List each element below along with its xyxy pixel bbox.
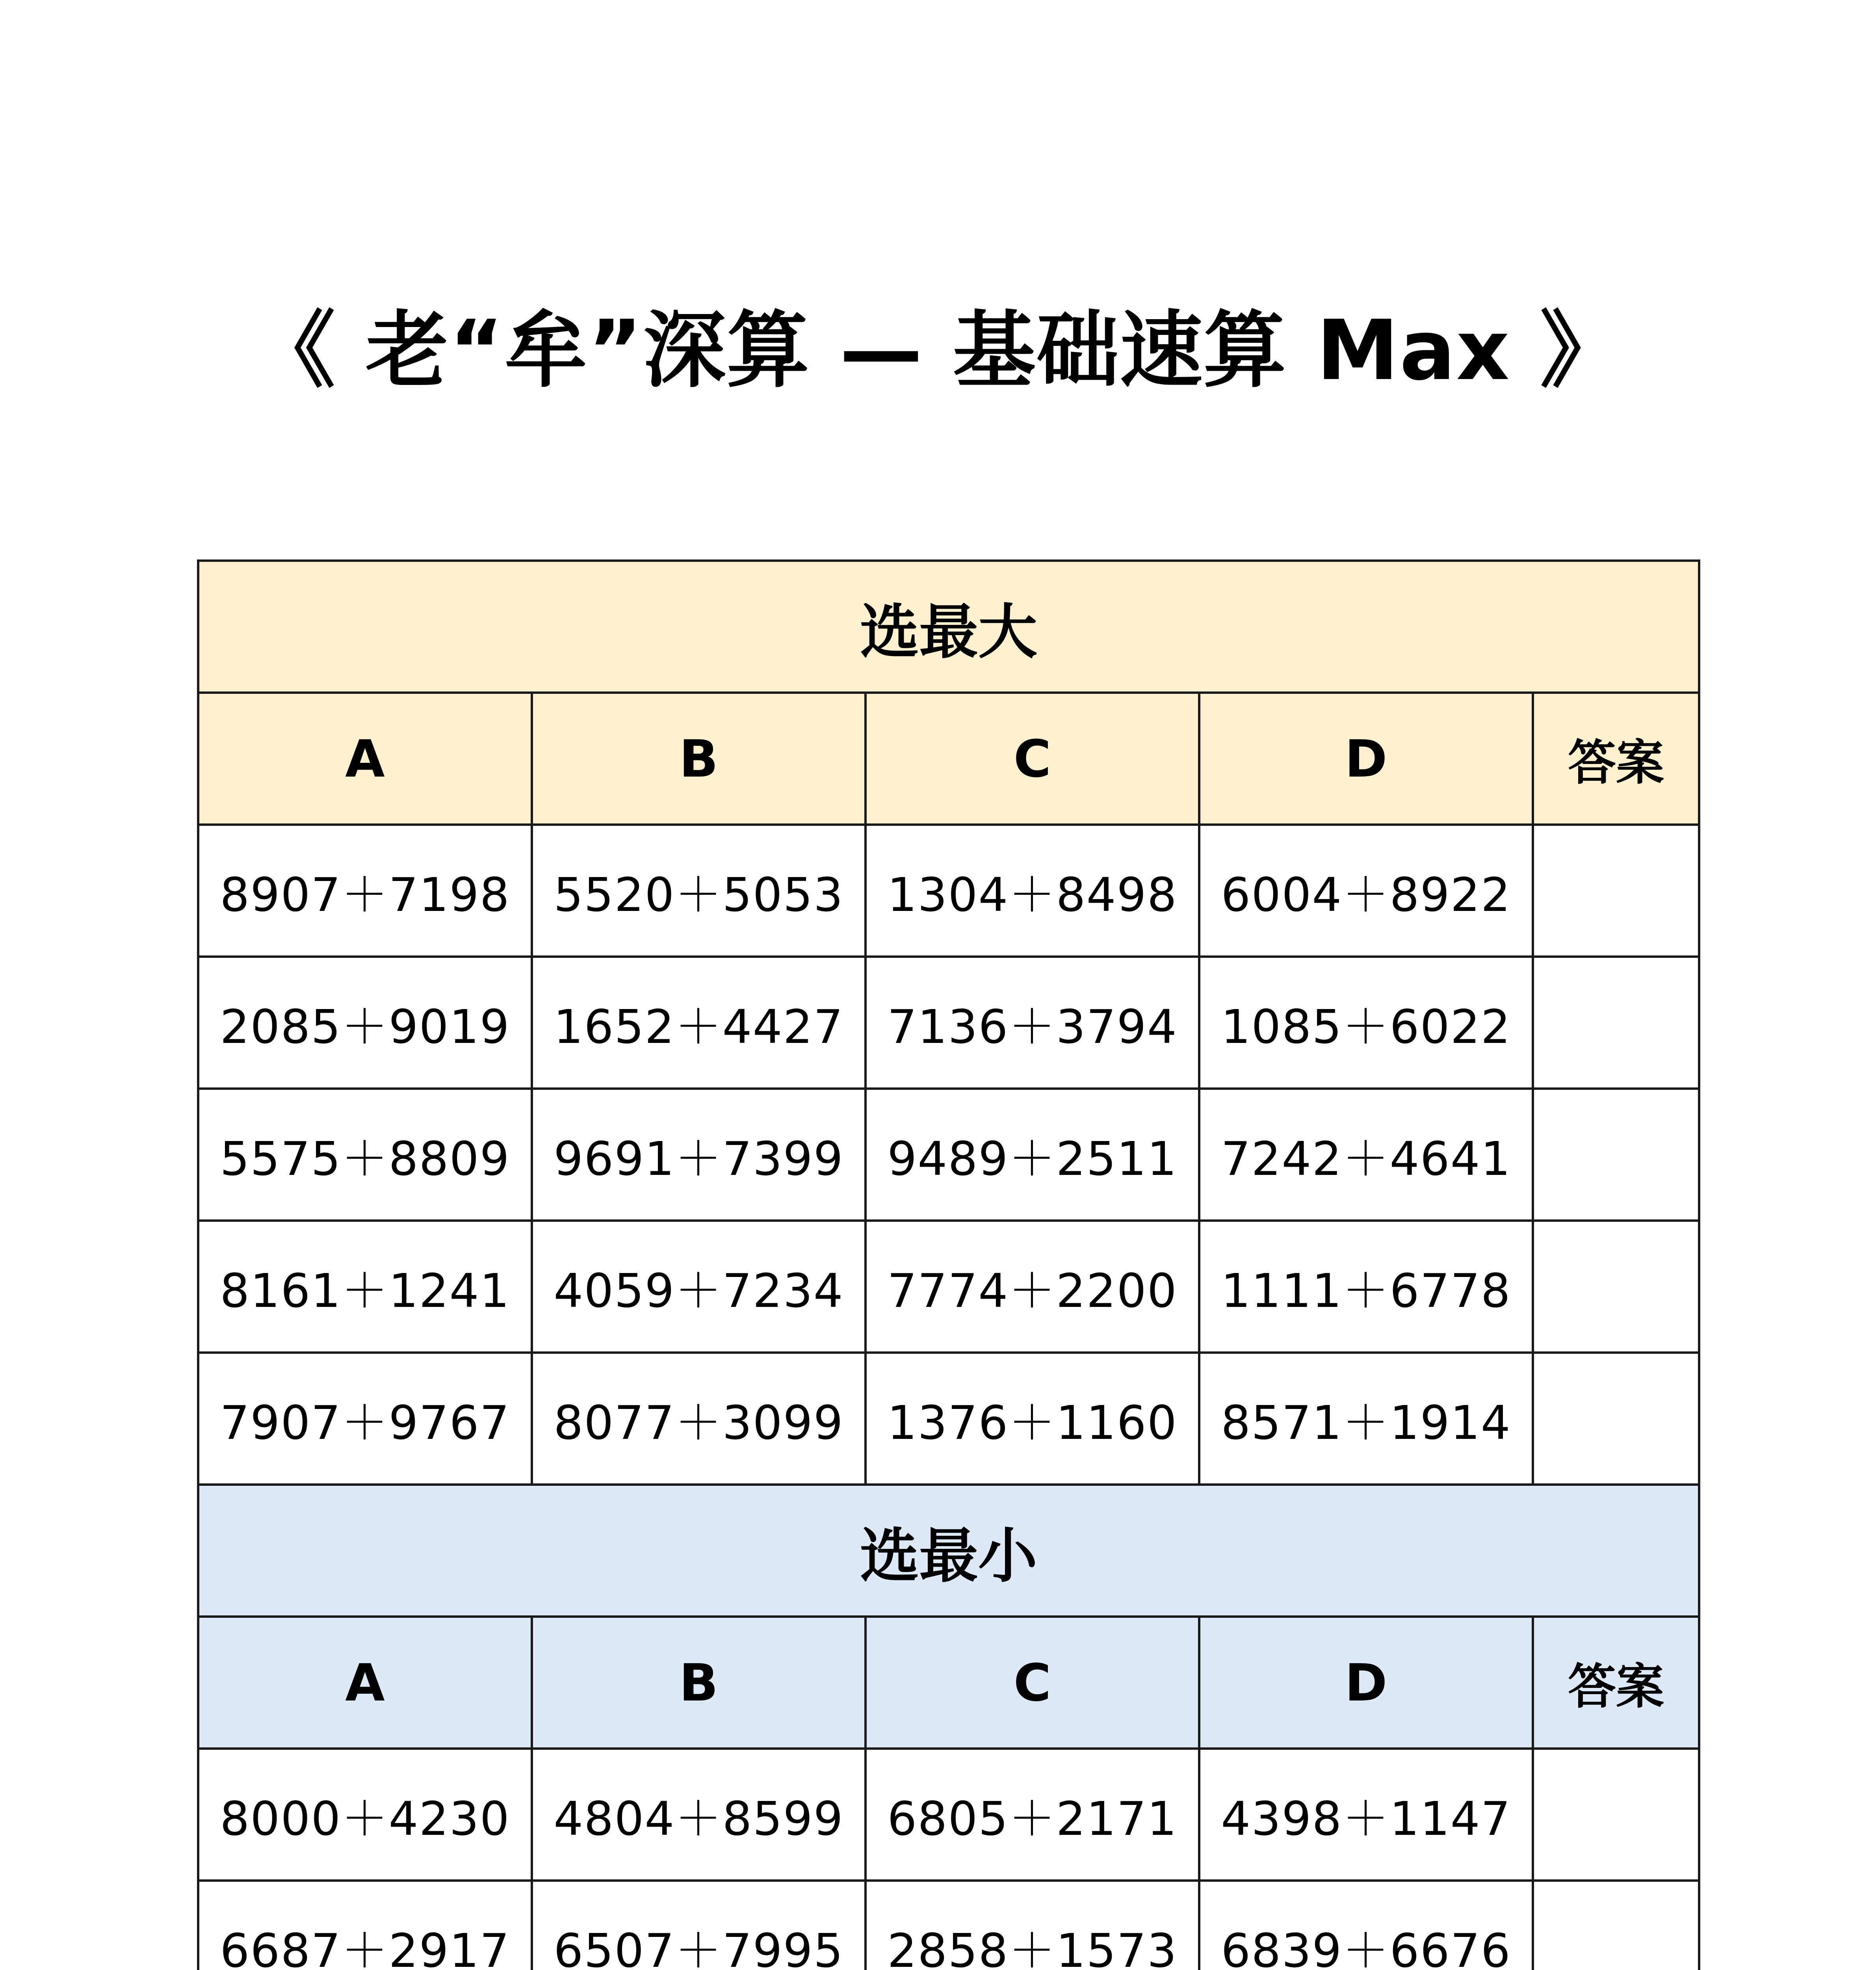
expression-cell: 4398＋1147 — [1199, 1749, 1533, 1881]
answer-cell[interactable] — [1533, 1089, 1699, 1221]
expression-cell: 2085＋9019 — [198, 957, 532, 1089]
table-row — [198, 1221, 1699, 1353]
expression-cell: 5575＋8809 — [198, 1089, 532, 1221]
table-row — [198, 1353, 1699, 1485]
answer-cell[interactable] — [1533, 1221, 1699, 1353]
section-heading-row — [198, 1485, 1699, 1617]
expression-cell: 7907＋9767 — [198, 1353, 532, 1485]
expression-cell: 8000＋4230 — [198, 1749, 532, 1881]
expression-cell: 6687＋2917 — [198, 1881, 532, 1970]
expression-cell: 7136＋3794 — [866, 957, 1199, 1089]
expression-cell: 9489＋2511 — [866, 1089, 1199, 1221]
page-title: 《 老“牟”深算 — 基础速算 Max 》 — [253, 302, 1623, 399]
column-header-row — [198, 1617, 1699, 1749]
column-header-answer: 答案 — [1533, 1617, 1699, 1749]
column-header-a: A — [198, 693, 532, 825]
column-header-c: C — [866, 693, 1199, 825]
expression-cell: 1085＋6022 — [1199, 957, 1533, 1089]
answer-cell[interactable] — [1533, 1749, 1699, 1881]
expression-cell: 4059＋7234 — [532, 1221, 866, 1353]
column-header-answer: 答案 — [1533, 693, 1699, 825]
column-header-row — [198, 693, 1699, 825]
expression-cell: 8907＋7198 — [198, 825, 532, 957]
section-heading-min: 选最小 — [198, 1485, 1699, 1617]
answer-cell[interactable] — [1533, 825, 1699, 957]
table-row — [198, 1749, 1699, 1881]
expression-cell: 6805＋2171 — [866, 1749, 1199, 1881]
section-heading-row — [198, 561, 1699, 693]
expression-cell: 4804＋8599 — [532, 1749, 866, 1881]
expression-cell: 7774＋2200 — [866, 1221, 1199, 1353]
column-header-b: B — [532, 693, 866, 825]
expression-cell: 7242＋4641 — [1199, 1089, 1533, 1221]
table-row — [198, 825, 1699, 957]
answer-cell[interactable] — [1533, 1881, 1699, 1970]
table-row — [198, 1881, 1699, 1970]
column-header-a: A — [198, 1617, 532, 1749]
column-header-d: D — [1199, 693, 1533, 825]
expression-cell: 1652＋4427 — [532, 957, 866, 1089]
table-row — [198, 1089, 1699, 1221]
table-row — [198, 957, 1699, 1089]
expression-cell: 5520＋5053 — [532, 825, 866, 957]
expression-cell: 1376＋1160 — [866, 1353, 1199, 1485]
column-header-d: D — [1199, 1617, 1533, 1749]
section-heading-max: 选最大 — [198, 561, 1699, 693]
expression-cell: 6507＋7995 — [532, 1881, 866, 1970]
answer-cell[interactable] — [1533, 1353, 1699, 1485]
expression-cell: 1304＋8498 — [866, 825, 1199, 957]
expression-cell: 6839＋6676 — [1199, 1881, 1533, 1970]
expression-cell: 6004＋8922 — [1199, 825, 1533, 957]
expression-cell: 9691＋7399 — [532, 1089, 866, 1221]
expression-cell: 8077＋3099 — [532, 1353, 866, 1485]
worksheet-table — [197, 559, 1700, 1970]
column-header-b: B — [532, 1617, 866, 1749]
answer-cell[interactable] — [1533, 957, 1699, 1089]
column-header-c: C — [866, 1617, 1199, 1749]
expression-cell: 8161＋1241 — [198, 1221, 532, 1353]
expression-cell: 8571＋1914 — [1199, 1353, 1533, 1485]
expression-cell: 2858＋1573 — [866, 1881, 1199, 1970]
expression-cell: 1111＋6778 — [1199, 1221, 1533, 1353]
